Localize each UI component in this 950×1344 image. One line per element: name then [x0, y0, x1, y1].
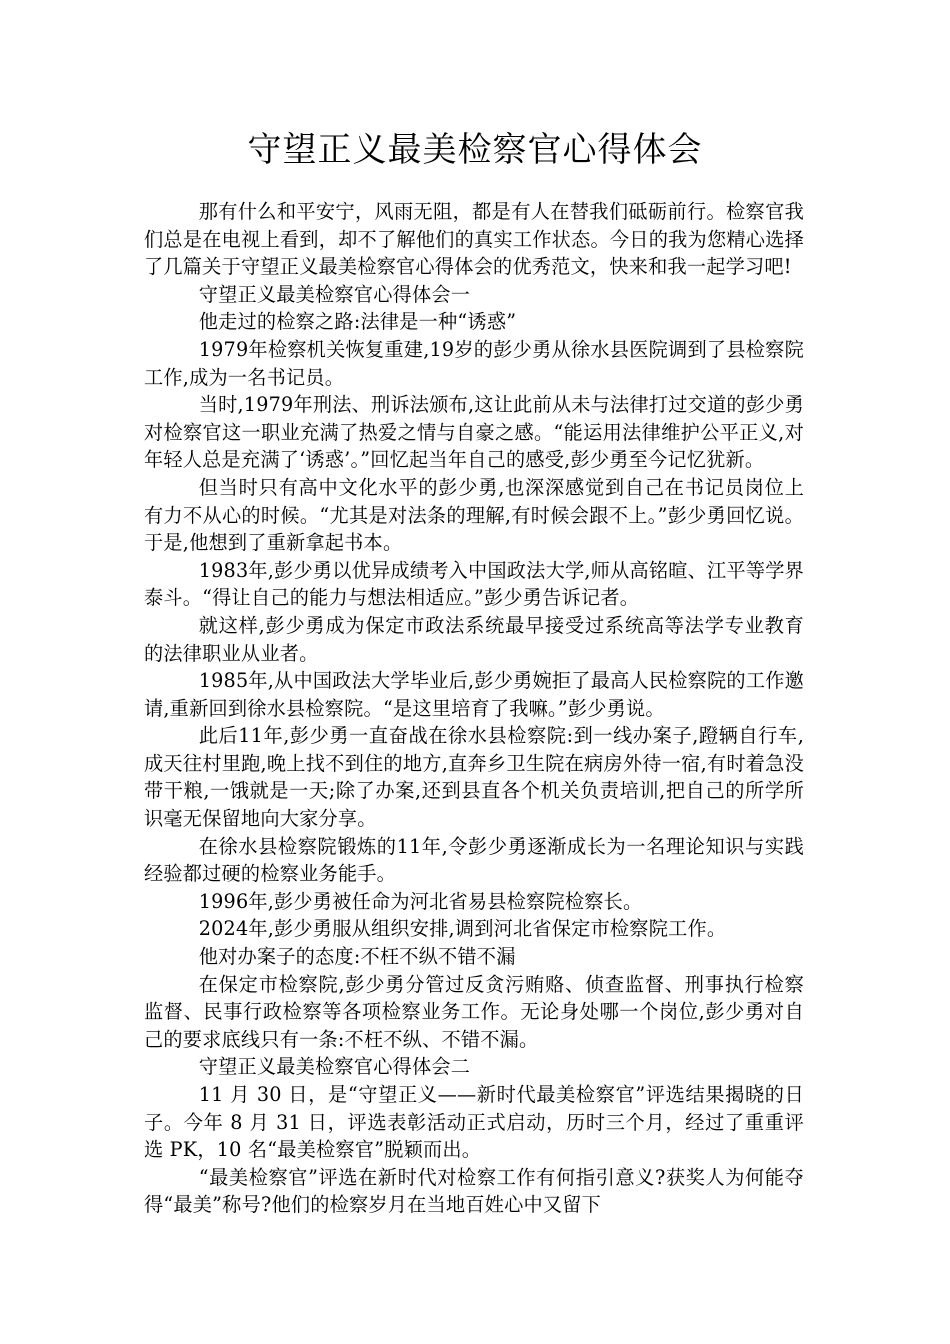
paragraph: 此后11年,彭少勇一直奋战在徐水县检察院:到一线办案子,蹬辆自行车,成天往村里跑,晚上找不到住的地方,直奔乡卫生院在病房外待一宿,有时着急没带干粮,一饿就是一天;除了办案,还到县直各个机关负责培训,把自己的所学所识毫无保留地向大家分享。 [144, 724, 804, 831]
paragraph: 1996年,彭少勇被任命为河北省易县检察院检察长。 [198, 889, 643, 913]
subheading-case-attitude: 他对办案子的态度:不枉不纵不错不漏 [198, 945, 516, 969]
paragraph: 1979年检察机关恢复重建,19岁的彭少勇从徐水县医院调到了县检察院工作,成为一名书记员。 [144, 337, 804, 389]
section-heading-1: 守望正义最美检察官心得体会一 [198, 282, 471, 306]
paragraph: “最美检察官”评选在新时代对检察工作有何指引意义?获奖人为何能夺得“最美”称号?他们的检察岁月在当地百姓心中又留下 [144, 1165, 804, 1217]
paragraph: 1983年,彭少勇以优异成绩考入中国政法大学,师从高铭暄、江平等学界泰斗。“得让自己的能力与想法相适应。”彭少勇告诉记者。 [144, 558, 804, 610]
paragraph: 但当时只有高中文化水平的彭少勇,也深深感觉到自己在书记员岗位上有力不从心的时候。“尤其是对法条的理解,有时候会跟不上。”彭少勇回忆说。于是,他想到了重新拿起书本。 [144, 475, 804, 555]
section-heading-2: 守望正义最美检察官心得体会二 [198, 1055, 471, 1079]
document-title: 守望正义最美检察官心得体会 [247, 130, 703, 170]
paragraph: 当时,1979年刑法、刑诉法颁布,这让此前从未与法律打过交道的彭少勇对检察官这一职业充满了热爱之情与自豪之感。“能运用法律维护公平正义,对年轻人总是充满了‘诱惑’。”回忆起当年自己的感受,彭少勇至今记忆犹新。 [144, 393, 804, 472]
subheading-law-temptation: 他走过的检察之路:法律是一种“诱惑” [198, 310, 517, 334]
paragraph: 就这样,彭少勇成为保定市政法系统最早接受过系统高等法学专业教育的法律职业从业者。 [144, 613, 804, 665]
paragraph: 2024年,彭少勇服从组织安排,调到河北省保定市检察院工作。 [198, 917, 727, 941]
paragraph: 1985年,从中国政法大学毕业后,彭少勇婉拒了最高人民检察院的工作邀请,重新回到徐水县检察院。“是这里培育了我嘛。”彭少勇说。 [144, 669, 804, 720]
paragraph: 在徐水县检察院锻炼的11年,令彭少勇逐渐成长为一名理论知识与实践经验都过硬的检察业务能手。 [144, 834, 804, 886]
paragraph-intro: 那有什么和平安宁，风雨无阻，都是有人在替我们砥砺前行。检察官我们总是在电视上看到，却不了解他们的真实工作状态。今日的我为您精心选择了几篇关于守望正义最美检察官心得体会的优秀范文，快来和我一起学习吧! [144, 200, 804, 279]
paragraph: 11 月 30 日，是“守望正义——新时代最美检察官”评选结果揭晓的日子。今年 8 月 31 日，评选表彰活动正式启动，历时三个月，经过了重重评选 PK，10 名“最美检察官”脱颖而出。 [144, 1083, 804, 1162]
paragraph: 在保定市检察院,彭少勇分管过反贪污贿赂、侦查监督、刑事执行检察监督、民事行政检察等各项检察业务工作。无论身处哪一个岗位,彭少勇对自己的要求底线只有一条:不枉不纵、不错不漏。 [144, 972, 804, 1051]
document-body [144, 198, 804, 1219]
